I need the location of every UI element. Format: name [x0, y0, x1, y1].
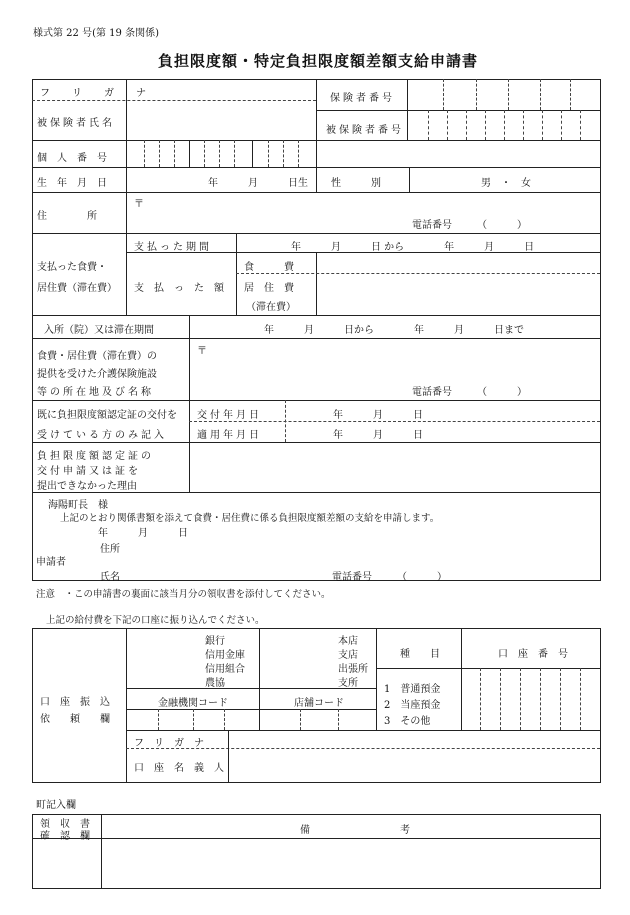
page-title: 負担限度額・特定負担限度額差額支給申請書: [158, 52, 479, 70]
food-label: 食 費: [244, 262, 294, 273]
account-option-toza[interactable]: 2 当座預金: [384, 700, 441, 711]
bank-transfer-label-1: 口 座 振 込: [40, 697, 110, 708]
paid-food-label-2: 居住費（滞在費）: [37, 283, 117, 294]
insured-number-label: 被保険者番号: [326, 125, 404, 136]
stay-label: （滞在費）: [246, 302, 296, 313]
sex-label: 性 別: [331, 178, 381, 189]
branch-type-honten[interactable]: 本店: [338, 636, 358, 647]
insurer-number-label: 保険者番号: [330, 93, 395, 104]
mayor-address: 海陽町長 様: [48, 500, 108, 511]
facility-postal-mark: 〒: [197, 346, 207, 357]
note-text: 注意 ・この申請書の裏面に該当月分の領収書を添付してください。: [36, 589, 331, 600]
cert-label-1: 既に負担限度額認定証の交付を: [37, 410, 177, 421]
facility-label-1: 食費・居住費（滞在費）の: [37, 351, 157, 362]
insured-name-input[interactable]: [130, 104, 314, 140]
birthdate-value: 年 月 日生: [208, 178, 308, 189]
remarks-label: 備 考: [300, 825, 410, 836]
paid-amount-label: 支 払 っ た 額: [134, 283, 224, 294]
furigana-input[interactable]: [130, 81, 314, 100]
address-phone: 電話番号 （ ）: [412, 220, 527, 231]
declaration-text: 上記のとおり関係書類を添えて食費・居住費に係る負担限度額差額の支給を申請します。: [60, 513, 440, 524]
bank-type-shinkin[interactable]: 信用金庫: [205, 650, 245, 661]
reason-label-2: 交付申請又は証を: [37, 466, 141, 477]
applicant-phone: 電話番号 （ ）: [332, 572, 447, 583]
bank-transfer-label-2: 依 頼 欄: [40, 714, 110, 725]
reason-label-1: 負担限度額認定証の: [37, 451, 154, 462]
facility-label-2: 提供を受けた介護保険施設: [37, 369, 157, 380]
applicant-label: 申請者: [36, 557, 66, 568]
furigana-label: フ リ ガ ナ: [40, 88, 152, 99]
branch-type-shisho[interactable]: 支所: [338, 678, 358, 689]
branch-type-shucchojo[interactable]: 出張所: [338, 664, 368, 675]
admission-value: 年 月 日から 年 月 日まで: [264, 325, 524, 336]
branch-code-label: 店舗コード: [294, 698, 344, 709]
apply-date-label: 適用年月日: [197, 430, 262, 441]
birthdate-label: 生 年 月 日: [37, 178, 107, 189]
application-date: 年 月 日: [98, 528, 188, 539]
address-label: 住 所: [37, 211, 97, 222]
personal-number-label: 個 人 番 号: [37, 153, 107, 164]
account-holder-label: 口 座 名 義 人: [134, 763, 224, 774]
applicant-address-label: 住所: [100, 544, 120, 555]
branch-type-shiten[interactable]: 支店: [338, 650, 358, 661]
applicant-name-label: 氏名: [100, 572, 120, 583]
facility-phone: 電話番号 （ ）: [412, 387, 527, 398]
account-option-other[interactable]: 3 その他: [384, 716, 431, 727]
insured-name-label: 被保険者氏名: [37, 118, 115, 129]
reason-label-3: 提出できなかった理由: [37, 481, 137, 492]
bank-type-ginko[interactable]: 銀行: [205, 636, 225, 647]
paid-food-label-1: 支払った食費・: [37, 262, 107, 273]
facility-label-3: 等の所在地及び名称: [37, 387, 154, 398]
paid-period-value: 年 月 日 から 年 月 日: [291, 242, 535, 253]
account-type-label: 種 目: [400, 649, 440, 660]
issue-date-value: 年 月 日: [333, 410, 423, 421]
admission-label: 入所（院）又は滞在期間: [44, 325, 154, 336]
account-furigana-label: フ リ ガ ナ: [134, 738, 204, 749]
town-section-label: 町記入欄: [36, 800, 76, 811]
sex-options[interactable]: 男 ・ 女: [481, 178, 531, 189]
account-option-futsu[interactable]: 1 普通預金: [384, 684, 441, 695]
bank-type-shinkumi[interactable]: 信用組合: [205, 664, 245, 675]
bank-code-label: 金融機関コード: [158, 698, 228, 709]
form-number: 様式第 22 号(第 19 条関係): [33, 28, 159, 39]
issue-date-label: 交付年月日: [197, 410, 262, 421]
transfer-note: 上記の給付費を下記の口座に振り込んでください。: [46, 615, 265, 626]
apply-date-value: 年 月 日: [333, 430, 423, 441]
receipt-label-1: 領 収 書: [40, 819, 90, 830]
bank-type-nokyo[interactable]: 農協: [205, 678, 225, 689]
receipt-label-2: 確 認 欄: [40, 831, 90, 842]
paid-period-label: 支払った期間: [134, 242, 212, 253]
postal-mark: 〒: [134, 199, 144, 210]
cert-label-2: 受けている方のみ記入: [37, 430, 167, 441]
account-number-label: 口 座 番 号: [498, 649, 568, 660]
residence-label: 居 住 費: [244, 283, 294, 294]
